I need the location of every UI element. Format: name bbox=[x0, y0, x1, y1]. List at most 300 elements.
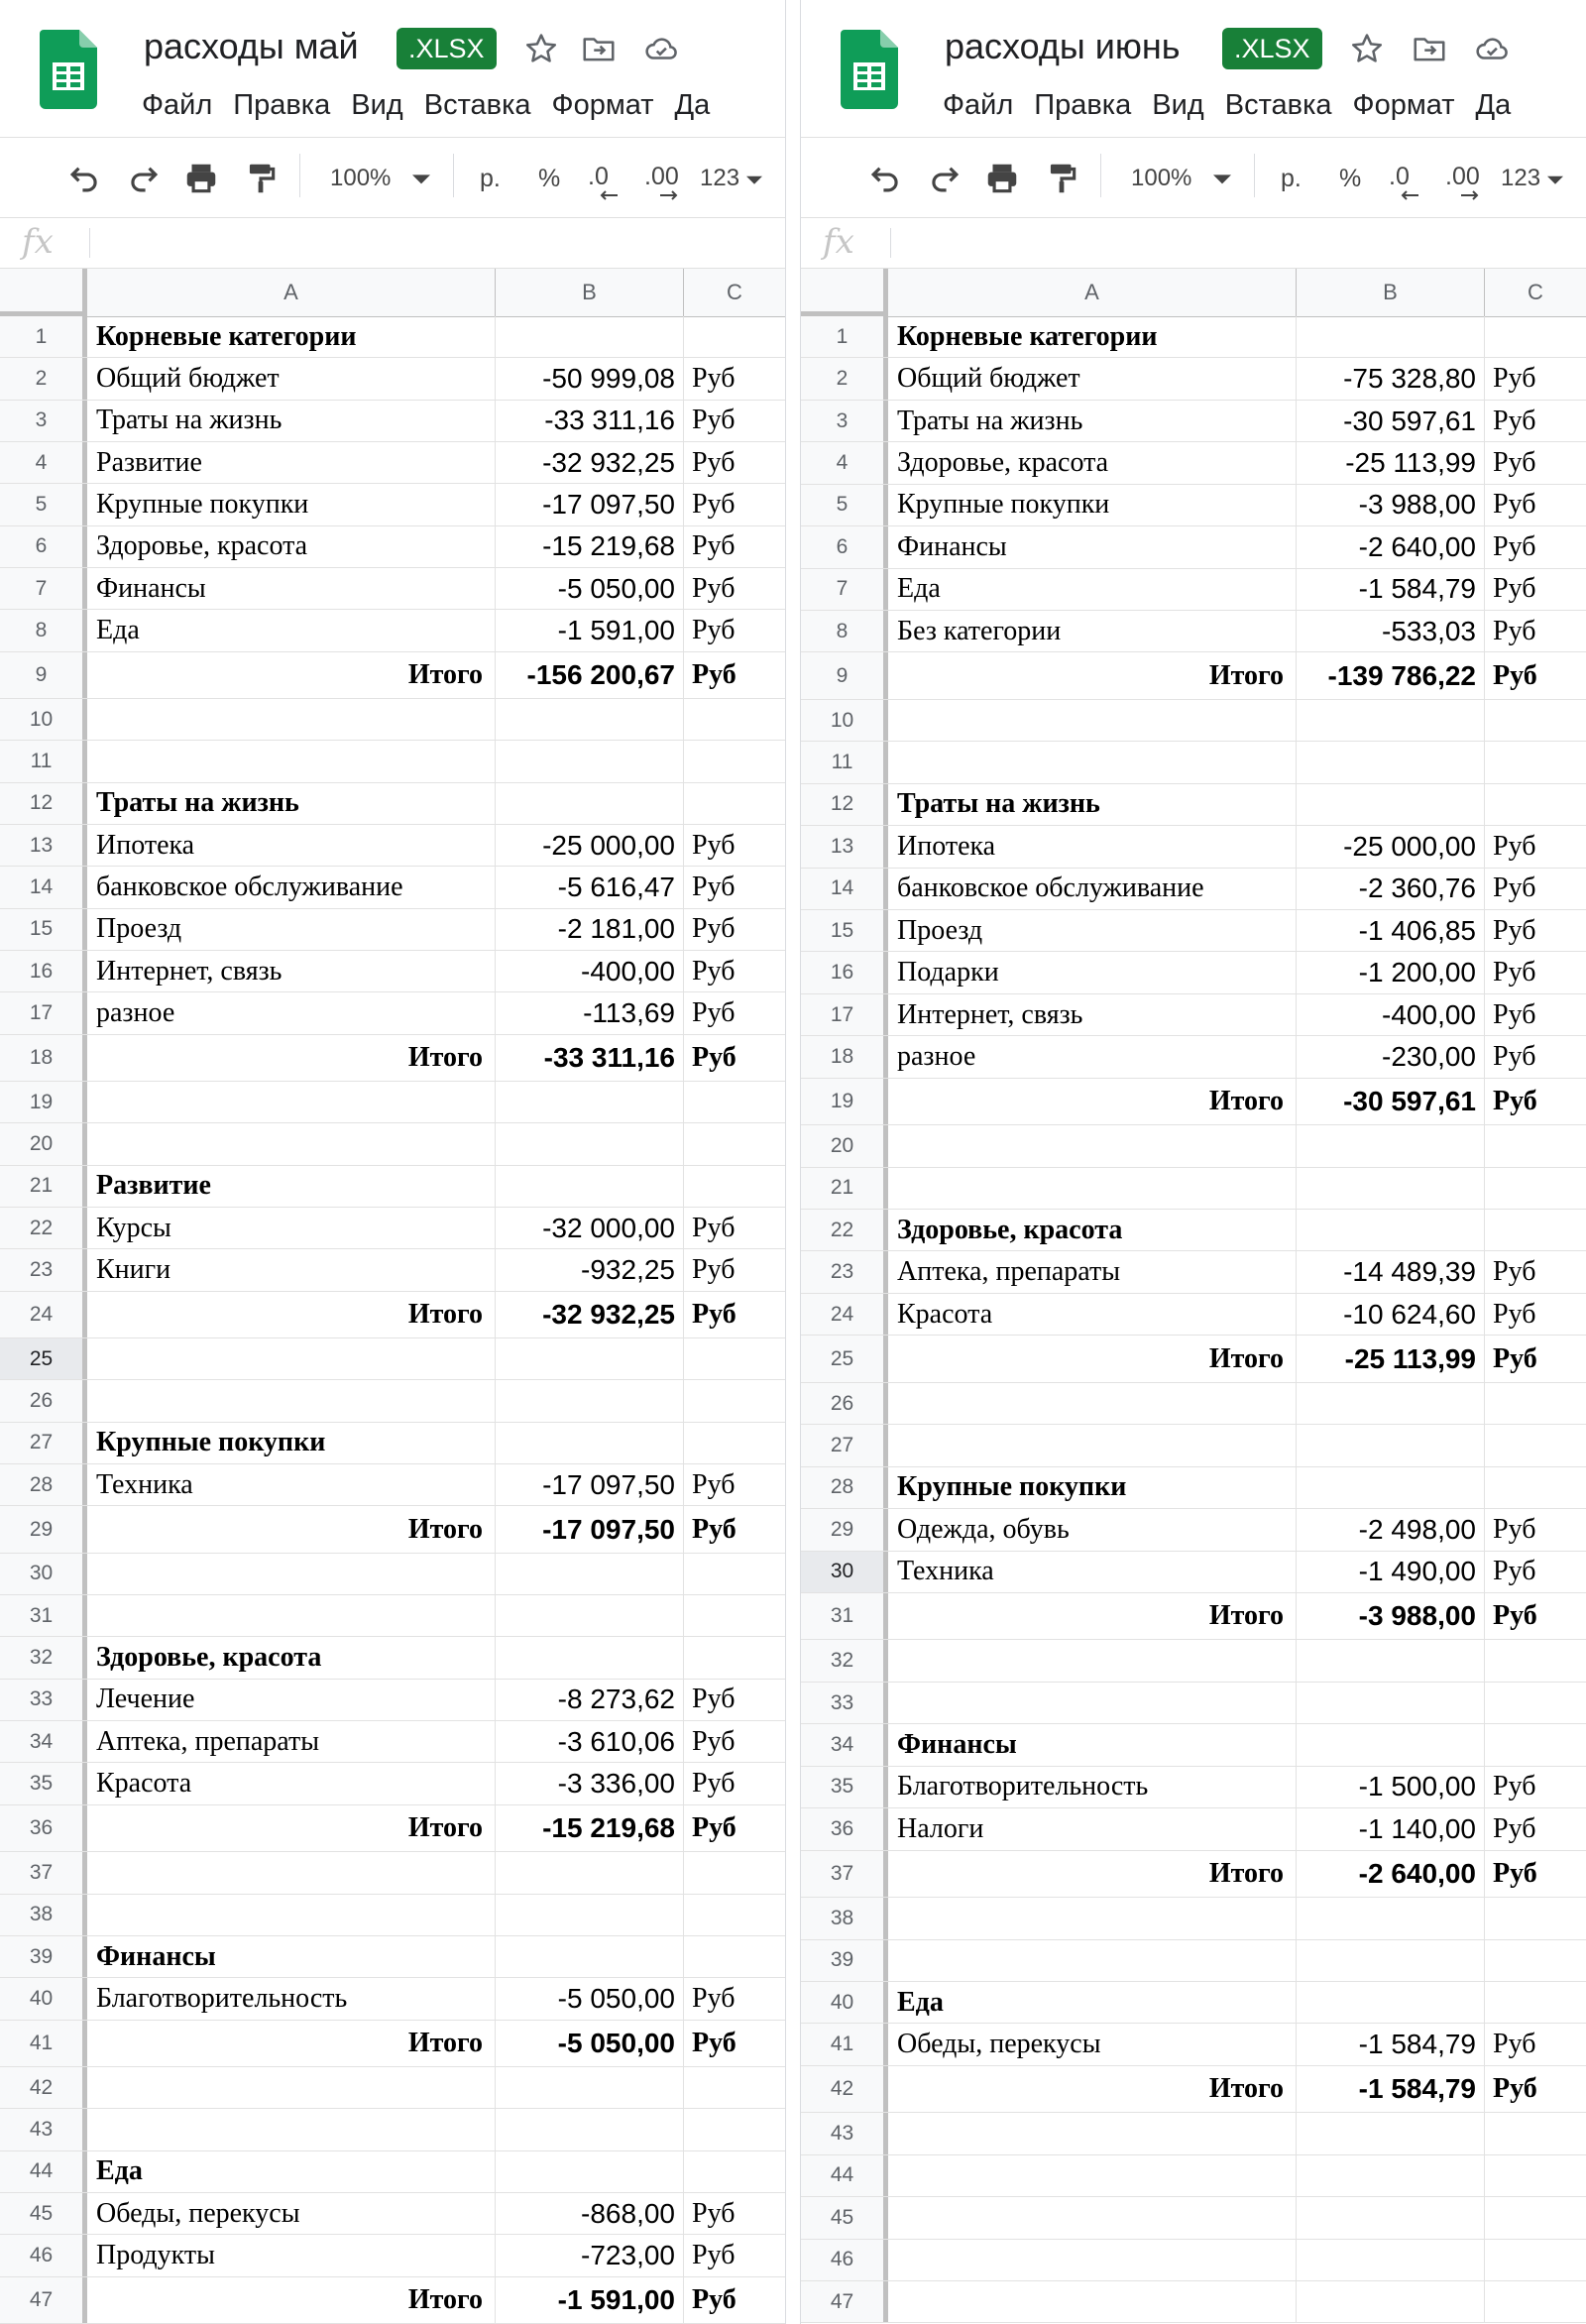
select-all-corner[interactable] bbox=[0, 269, 87, 316]
cell-c[interactable] bbox=[1485, 2281, 1586, 2322]
row-header[interactable]: 6 bbox=[0, 526, 87, 567]
cell-a[interactable]: Финансы bbox=[87, 568, 496, 609]
cell-a[interactable]: Развитие bbox=[87, 1166, 496, 1207]
cell-a[interactable]: Итого bbox=[888, 1336, 1297, 1382]
cell-a[interactable]: Крупные покупки bbox=[888, 485, 1297, 525]
cell-c[interactable] bbox=[684, 1166, 785, 1207]
cell-c[interactable]: Руб bbox=[1493, 405, 1536, 436]
cell-b[interactable] bbox=[1297, 1940, 1485, 1981]
cell-b[interactable] bbox=[496, 316, 684, 357]
row-header[interactable]: 20 bbox=[801, 1125, 888, 1166]
cell-a[interactable]: Общий бюджет bbox=[888, 358, 1297, 399]
row-header[interactable]: 3 bbox=[801, 401, 888, 441]
cell-a[interactable]: Итого bbox=[87, 1292, 496, 1337]
cell-a[interactable] bbox=[87, 741, 496, 781]
cell-a[interactable]: Техника bbox=[888, 1552, 1297, 1592]
cell-b[interactable] bbox=[496, 1637, 684, 1678]
cell-a[interactable]: Корневые категории bbox=[888, 316, 1297, 357]
cell-c[interactable]: Руб bbox=[1493, 1513, 1536, 1545]
cloud-saved-icon[interactable] bbox=[1473, 30, 1511, 67]
row-header[interactable]: 32 bbox=[801, 1640, 888, 1681]
cell-a[interactable] bbox=[87, 699, 496, 740]
cell-c[interactable]: Руб bbox=[1493, 363, 1536, 395]
cell-a[interactable]: Здоровье, красота bbox=[87, 1637, 496, 1678]
row-header[interactable]: 28 bbox=[801, 1467, 888, 1508]
cell-b[interactable] bbox=[1297, 2240, 1485, 2280]
dropdown-arrow-icon[interactable] bbox=[412, 170, 430, 187]
cell-b[interactable]: -33 311,16 bbox=[496, 1035, 684, 1081]
cell-b[interactable] bbox=[1297, 316, 1485, 357]
cell-a[interactable]: Книги bbox=[87, 1249, 496, 1290]
row-header[interactable]: 2 bbox=[0, 358, 87, 399]
row-header[interactable]: 4 bbox=[0, 442, 87, 483]
cell-c[interactable]: Руб bbox=[1493, 1556, 1536, 1587]
cell-b[interactable]: -2 498,00 bbox=[1297, 1509, 1485, 1550]
cell-c[interactable] bbox=[684, 699, 785, 740]
cell-c[interactable]: Руб bbox=[692, 955, 736, 987]
cell-a[interactable]: Еда bbox=[888, 569, 1297, 610]
undo-button[interactable] bbox=[866, 160, 904, 197]
cell-b[interactable] bbox=[1297, 1683, 1485, 1723]
row-header[interactable]: 7 bbox=[801, 569, 888, 610]
cell-b[interactable] bbox=[496, 1895, 684, 1935]
cell-c[interactable] bbox=[684, 2109, 785, 2150]
cell-c[interactable]: Руб bbox=[692, 2027, 736, 2058]
row-header[interactable]: 28 bbox=[0, 1464, 87, 1505]
cell-a[interactable] bbox=[888, 2240, 1297, 2280]
print-button[interactable] bbox=[182, 160, 220, 197]
cell-a[interactable] bbox=[888, 1640, 1297, 1681]
row-header[interactable]: 40 bbox=[801, 1982, 888, 2023]
cell-a[interactable]: Еда bbox=[888, 1982, 1297, 2023]
row-header[interactable]: 23 bbox=[0, 1249, 87, 1290]
row-header[interactable]: 4 bbox=[801, 442, 888, 483]
cell-b[interactable]: -3 610,06 bbox=[496, 1721, 684, 1762]
menu-file[interactable]: Файл bbox=[943, 89, 1014, 121]
cell-a[interactable]: Интернет, связь bbox=[87, 951, 496, 991]
cell-a[interactable] bbox=[87, 1554, 496, 1594]
cell-c[interactable]: Руб bbox=[692, 1298, 736, 1330]
column-header-b[interactable]: B bbox=[496, 269, 684, 316]
cell-b[interactable]: -2 640,00 bbox=[1297, 1851, 1485, 1898]
decrease-decimal-button[interactable] bbox=[1389, 160, 1410, 197]
cell-c[interactable] bbox=[684, 1895, 785, 1935]
star-icon[interactable] bbox=[1348, 30, 1386, 67]
dropdown-arrow-icon[interactable] bbox=[1213, 170, 1231, 187]
cell-c[interactable]: Руб bbox=[1493, 446, 1536, 478]
cell-c[interactable]: Руб bbox=[1493, 2029, 1536, 2060]
cell-a[interactable]: Без категории bbox=[888, 611, 1297, 651]
cell-c[interactable]: Руб bbox=[1493, 998, 1536, 1030]
cell-a[interactable]: Развитие bbox=[87, 442, 496, 483]
cell-b[interactable]: -400,00 bbox=[496, 951, 684, 991]
cell-c[interactable]: Руб bbox=[692, 1684, 736, 1715]
cell-a[interactable] bbox=[87, 1595, 496, 1636]
cell-c[interactable]: Руб bbox=[1493, 530, 1536, 562]
cell-b[interactable]: -2 360,76 bbox=[1297, 869, 1485, 909]
cell-a[interactable]: Подарки bbox=[888, 952, 1297, 992]
row-header[interactable]: 27 bbox=[801, 1425, 888, 1465]
cell-a[interactable]: разное bbox=[87, 992, 496, 1033]
cell-c[interactable] bbox=[1485, 1982, 1586, 2023]
cell-b[interactable] bbox=[1297, 2197, 1485, 2238]
cloud-saved-icon[interactable] bbox=[642, 30, 680, 67]
cell-b[interactable] bbox=[496, 699, 684, 740]
cell-a[interactable]: Интернет, связь bbox=[888, 994, 1297, 1035]
row-header[interactable]: 3 bbox=[0, 401, 87, 441]
cell-b[interactable]: -2 181,00 bbox=[496, 909, 684, 950]
row-header[interactable]: 35 bbox=[801, 1767, 888, 1807]
document-title[interactable]: расходы май bbox=[144, 26, 359, 66]
cell-a[interactable]: Итого bbox=[888, 1593, 1297, 1640]
cell-a[interactable]: Обеды, перекусы bbox=[888, 2024, 1297, 2064]
row-header[interactable]: 29 bbox=[801, 1509, 888, 1550]
row-header[interactable]: 44 bbox=[0, 2151, 87, 2192]
row-header[interactable]: 5 bbox=[0, 484, 87, 524]
cell-b[interactable] bbox=[496, 1595, 684, 1636]
row-header[interactable]: 33 bbox=[801, 1683, 888, 1723]
cell-a[interactable] bbox=[87, 2067, 496, 2108]
cell-c[interactable] bbox=[1485, 2240, 1586, 2280]
move-to-folder-icon[interactable] bbox=[1411, 30, 1448, 67]
cell-a[interactable]: Ипотека bbox=[888, 826, 1297, 867]
row-header[interactable]: 36 bbox=[801, 1808, 888, 1849]
row-header[interactable]: 36 bbox=[0, 1805, 87, 1851]
cell-c[interactable]: Руб bbox=[1493, 914, 1536, 946]
cell-b[interactable] bbox=[1297, 2155, 1485, 2196]
cell-a[interactable]: Итого bbox=[87, 2277, 496, 2323]
cell-b[interactable] bbox=[496, 2151, 684, 2192]
cell-a[interactable] bbox=[87, 1082, 496, 1122]
row-header[interactable]: 14 bbox=[0, 867, 87, 907]
row-header[interactable]: 38 bbox=[801, 1898, 888, 1938]
cell-a[interactable]: Корневые категории bbox=[87, 316, 496, 357]
row-header[interactable]: 7 bbox=[0, 568, 87, 609]
row-header[interactable]: 38 bbox=[0, 1895, 87, 1935]
cell-c[interactable] bbox=[684, 316, 785, 357]
zoom-select[interactable]: 100% bbox=[330, 165, 392, 191]
cell-b[interactable]: -17 097,50 bbox=[496, 1506, 684, 1552]
cell-a[interactable]: Лечение bbox=[87, 1680, 496, 1720]
cell-b[interactable]: -25 113,99 bbox=[1297, 442, 1485, 483]
menu-data[interactable]: Да bbox=[1475, 89, 1512, 121]
cell-a[interactable]: Финансы bbox=[87, 1936, 496, 1977]
cell-a[interactable]: Здоровье, красота bbox=[87, 526, 496, 567]
cell-b[interactable] bbox=[496, 1852, 684, 1893]
cell-b[interactable] bbox=[1297, 1210, 1485, 1250]
cell-a[interactable]: Финансы bbox=[888, 1724, 1297, 1765]
cell-a[interactable]: банковское обслуживание bbox=[87, 867, 496, 907]
cell-c[interactable] bbox=[1485, 1640, 1586, 1681]
cell-b[interactable] bbox=[496, 1554, 684, 1594]
cell-a[interactable] bbox=[888, 1940, 1297, 1981]
row-header[interactable]: 46 bbox=[801, 2240, 888, 2280]
row-header[interactable]: 13 bbox=[0, 825, 87, 866]
cell-a[interactable] bbox=[888, 2155, 1297, 2196]
column-header-c[interactable]: C bbox=[1528, 280, 1543, 304]
column-header-c[interactable]: C bbox=[727, 280, 742, 304]
cell-a[interactable] bbox=[888, 1168, 1297, 1209]
cell-a[interactable]: Крупные покупки bbox=[87, 1423, 496, 1463]
row-header[interactable]: 45 bbox=[801, 2197, 888, 2238]
cell-c[interactable]: Руб bbox=[1493, 1771, 1536, 1802]
cell-b[interactable]: -32 000,00 bbox=[496, 1208, 684, 1248]
cell-a[interactable] bbox=[87, 1338, 496, 1379]
menu-insert[interactable]: Вставка bbox=[1224, 89, 1332, 121]
cell-c[interactable] bbox=[1485, 1210, 1586, 1250]
cell-a[interactable] bbox=[888, 2197, 1297, 2238]
cell-c[interactable]: Руб bbox=[692, 1982, 736, 2014]
cell-a[interactable] bbox=[87, 1123, 496, 1164]
cell-c[interactable] bbox=[1485, 742, 1586, 782]
row-header[interactable]: 19 bbox=[0, 1082, 87, 1122]
percent-format-button[interactable]: % bbox=[1339, 165, 1362, 192]
cell-a[interactable]: Налоги bbox=[888, 1808, 1297, 1849]
row-header[interactable]: 17 bbox=[801, 994, 888, 1035]
cell-a[interactable]: Итого bbox=[888, 1851, 1297, 1898]
cell-c[interactable]: Руб bbox=[692, 1212, 736, 1243]
row-header[interactable]: 43 bbox=[0, 2109, 87, 2150]
row-header[interactable]: 41 bbox=[801, 2024, 888, 2064]
cell-a[interactable] bbox=[87, 2109, 496, 2150]
cell-c[interactable]: Руб bbox=[692, 996, 736, 1028]
cell-b[interactable] bbox=[1297, 1383, 1485, 1424]
row-header[interactable]: 34 bbox=[801, 1724, 888, 1765]
print-button[interactable] bbox=[983, 160, 1021, 197]
cell-a[interactable]: Общий бюджет bbox=[87, 358, 496, 399]
cell-c[interactable]: Руб bbox=[1493, 830, 1536, 862]
cell-c[interactable]: Руб bbox=[692, 614, 736, 645]
cell-c[interactable]: Руб bbox=[1493, 1600, 1537, 1632]
row-header[interactable]: 19 bbox=[801, 1079, 888, 1125]
cell-a[interactable] bbox=[87, 1895, 496, 1935]
row-header[interactable]: 16 bbox=[0, 951, 87, 991]
cell-b[interactable] bbox=[1297, 784, 1485, 825]
row-header[interactable]: 22 bbox=[0, 1208, 87, 1248]
row-header[interactable]: 18 bbox=[0, 1035, 87, 1081]
row-header[interactable]: 2 bbox=[801, 358, 888, 399]
menu-format[interactable]: Формат bbox=[1352, 89, 1455, 121]
cell-a[interactable]: Итого bbox=[888, 1079, 1297, 1125]
cell-b[interactable]: -1 200,00 bbox=[1297, 952, 1485, 992]
cell-b[interactable]: -33 311,16 bbox=[496, 401, 684, 441]
undo-button[interactable] bbox=[65, 160, 103, 197]
row-header[interactable]: 31 bbox=[801, 1593, 888, 1640]
cell-c[interactable] bbox=[1485, 1724, 1586, 1765]
cell-a[interactable]: Траты на жизнь bbox=[87, 401, 496, 441]
cell-b[interactable]: -30 597,61 bbox=[1297, 1079, 1485, 1125]
cell-c[interactable]: Руб bbox=[692, 829, 736, 861]
cell-a[interactable] bbox=[888, 2113, 1297, 2153]
row-header[interactable]: 32 bbox=[0, 1637, 87, 1678]
cell-b[interactable]: -1 490,00 bbox=[1297, 1552, 1485, 1592]
column-header-a[interactable]: A bbox=[888, 269, 1297, 316]
cell-b[interactable] bbox=[496, 741, 684, 781]
row-header[interactable]: 45 bbox=[0, 2193, 87, 2234]
cell-a[interactable] bbox=[888, 1125, 1297, 1166]
row-header[interactable]: 47 bbox=[801, 2281, 888, 2322]
cell-c[interactable]: Руб bbox=[692, 1468, 736, 1500]
cell-c[interactable]: Руб bbox=[1493, 573, 1536, 605]
cell-b[interactable] bbox=[1297, 2113, 1485, 2153]
cell-a[interactable]: Итого bbox=[888, 652, 1297, 699]
cell-a[interactable]: Итого bbox=[87, 1035, 496, 1081]
cell-b[interactable] bbox=[496, 1082, 684, 1122]
row-header[interactable]: 21 bbox=[0, 1166, 87, 1207]
row-header[interactable]: 29 bbox=[0, 1506, 87, 1552]
cell-c[interactable]: Руб bbox=[1493, 1040, 1536, 1072]
cell-c[interactable]: Руб bbox=[692, 872, 736, 902]
redo-button[interactable] bbox=[926, 160, 963, 197]
row-header[interactable]: 30 bbox=[801, 1552, 888, 1592]
cell-a[interactable]: Итого bbox=[87, 652, 496, 698]
row-header[interactable]: 39 bbox=[0, 1936, 87, 1977]
cell-b[interactable] bbox=[1297, 1898, 1485, 1938]
row-header[interactable]: 34 bbox=[0, 1721, 87, 1762]
row-header[interactable]: 22 bbox=[801, 1210, 888, 1250]
cell-a[interactable]: Здоровье, красота bbox=[888, 442, 1297, 483]
cell-c[interactable]: Руб bbox=[692, 1768, 736, 1800]
cell-c[interactable] bbox=[1485, 1898, 1586, 1938]
cell-c[interactable] bbox=[1485, 700, 1586, 741]
cell-c[interactable] bbox=[684, 1852, 785, 1893]
cell-a[interactable]: Итого bbox=[87, 1506, 496, 1552]
cell-a[interactable]: Аптека, препараты bbox=[87, 1721, 496, 1762]
currency-format-button[interactable]: р. bbox=[480, 165, 501, 192]
cell-b[interactable]: -15 219,68 bbox=[496, 526, 684, 567]
row-header[interactable]: 23 bbox=[801, 1251, 888, 1292]
cell-c[interactable]: Руб bbox=[692, 1254, 736, 1286]
increase-decimal-button[interactable] bbox=[644, 160, 679, 197]
cell-c[interactable]: Руб bbox=[1493, 1812, 1536, 1844]
cell-b[interactable]: -230,00 bbox=[1297, 1036, 1485, 1077]
cell-b[interactable] bbox=[496, 1936, 684, 1977]
cell-b[interactable]: -3 988,00 bbox=[1297, 1593, 1485, 1640]
cell-c[interactable]: Руб bbox=[1493, 659, 1537, 691]
row-header[interactable]: 10 bbox=[0, 699, 87, 740]
more-formats-button[interactable] bbox=[700, 160, 762, 197]
row-header[interactable]: 30 bbox=[0, 1554, 87, 1594]
cell-c[interactable] bbox=[684, 1554, 785, 1594]
row-header[interactable]: 14 bbox=[801, 869, 888, 909]
cell-b[interactable]: -3 988,00 bbox=[1297, 485, 1485, 525]
row-header[interactable]: 1 bbox=[0, 316, 87, 357]
cell-b[interactable]: -723,00 bbox=[496, 2235, 684, 2275]
cell-b[interactable] bbox=[1297, 1425, 1485, 1465]
menu-view[interactable]: Вид bbox=[351, 89, 403, 121]
cell-a[interactable] bbox=[888, 1683, 1297, 1723]
row-header[interactable]: 33 bbox=[0, 1680, 87, 1720]
percent-format-button[interactable]: % bbox=[538, 165, 561, 192]
row-header[interactable]: 20 bbox=[0, 1123, 87, 1164]
row-header[interactable]: 11 bbox=[0, 741, 87, 781]
row-header[interactable]: 43 bbox=[801, 2113, 888, 2153]
cell-c[interactable]: Руб bbox=[692, 405, 736, 436]
row-header[interactable]: 35 bbox=[0, 1763, 87, 1803]
cell-a[interactable]: Финансы bbox=[888, 526, 1297, 567]
cell-c[interactable]: Руб bbox=[1493, 957, 1536, 988]
cell-a[interactable]: Благотворительность bbox=[87, 1978, 496, 2019]
cell-c[interactable] bbox=[684, 2151, 785, 2192]
cell-a[interactable]: Еда bbox=[87, 610, 496, 650]
cell-b[interactable]: -1 591,00 bbox=[496, 610, 684, 650]
row-header[interactable]: 37 bbox=[801, 1851, 888, 1898]
decrease-decimal-button[interactable] bbox=[588, 160, 609, 197]
menu-view[interactable]: Вид bbox=[1152, 89, 1204, 121]
cell-c[interactable]: Руб bbox=[692, 2239, 736, 2270]
cell-b[interactable]: -1 406,85 bbox=[1297, 910, 1485, 951]
cell-a[interactable]: Итого bbox=[87, 1805, 496, 1851]
row-header[interactable]: 42 bbox=[801, 2066, 888, 2113]
cell-b[interactable]: -1 591,00 bbox=[496, 2277, 684, 2323]
cell-a[interactable]: Красота bbox=[888, 1294, 1297, 1335]
row-header[interactable]: 9 bbox=[0, 652, 87, 698]
row-header[interactable]: 12 bbox=[0, 783, 87, 824]
cell-c[interactable] bbox=[684, 1637, 785, 1678]
cell-b[interactable]: -156 200,67 bbox=[496, 652, 684, 698]
star-icon[interactable] bbox=[522, 30, 560, 67]
cell-c[interactable]: Руб bbox=[1493, 1298, 1536, 1330]
row-header[interactable]: 5 bbox=[801, 485, 888, 525]
menu-edit[interactable]: Правка bbox=[1034, 89, 1132, 121]
cell-c[interactable]: Руб bbox=[1493, 489, 1536, 521]
cell-c[interactable] bbox=[1485, 2197, 1586, 2238]
cell-c[interactable] bbox=[684, 2067, 785, 2108]
cell-c[interactable]: Руб bbox=[692, 2283, 736, 2315]
cell-c[interactable]: Руб bbox=[692, 913, 736, 945]
cell-a[interactable]: Крупные покупки bbox=[87, 484, 496, 524]
zoom-select[interactable]: 100% bbox=[1131, 165, 1192, 191]
cell-c[interactable] bbox=[1485, 316, 1586, 357]
row-header[interactable]: 40 bbox=[0, 1978, 87, 2019]
cell-b[interactable]: -17 097,50 bbox=[496, 484, 684, 524]
cell-c[interactable] bbox=[1485, 1940, 1586, 1981]
row-header[interactable]: 12 bbox=[801, 784, 888, 825]
row-header[interactable]: 39 bbox=[801, 1940, 888, 1981]
cell-b[interactable] bbox=[1297, 1640, 1485, 1681]
cell-c[interactable]: Руб bbox=[1493, 1256, 1536, 1288]
cell-c[interactable] bbox=[684, 783, 785, 824]
cell-a[interactable]: Проезд bbox=[888, 910, 1297, 951]
cell-a[interactable]: Здоровье, красота bbox=[888, 1210, 1297, 1250]
cell-a[interactable] bbox=[888, 742, 1297, 782]
cell-a[interactable]: разное bbox=[888, 1036, 1297, 1077]
row-header[interactable]: 21 bbox=[801, 1168, 888, 1209]
cell-c[interactable]: Руб bbox=[692, 572, 736, 604]
redo-button[interactable] bbox=[125, 160, 163, 197]
cell-c[interactable]: Руб bbox=[1493, 2073, 1537, 2105]
row-header[interactable]: 1 bbox=[801, 316, 888, 357]
cell-b[interactable] bbox=[496, 1380, 684, 1421]
cell-a[interactable]: Итого bbox=[87, 2021, 496, 2066]
row-header[interactable]: 46 bbox=[0, 2235, 87, 2275]
cell-a[interactable]: банковское обслуживание bbox=[888, 869, 1297, 909]
cell-b[interactable] bbox=[496, 1166, 684, 1207]
cell-b[interactable]: -8 273,62 bbox=[496, 1680, 684, 1720]
move-to-folder-icon[interactable] bbox=[580, 30, 618, 67]
cell-c[interactable]: Руб bbox=[692, 1041, 736, 1073]
row-header[interactable]: 8 bbox=[0, 610, 87, 650]
cell-b[interactable]: -15 219,68 bbox=[496, 1805, 684, 1851]
cell-a[interactable]: Курсы bbox=[87, 1208, 496, 1248]
row-header[interactable]: 13 bbox=[801, 826, 888, 867]
cell-b[interactable]: -25 113,99 bbox=[1297, 1336, 1485, 1382]
menu-file[interactable]: Файл bbox=[142, 89, 213, 121]
cell-b[interactable]: -32 932,25 bbox=[496, 442, 684, 483]
cell-c[interactable]: Руб bbox=[692, 446, 736, 478]
cell-c[interactable]: Руб bbox=[692, 1812, 736, 1843]
cell-b[interactable]: -1 584,79 bbox=[1297, 569, 1485, 610]
